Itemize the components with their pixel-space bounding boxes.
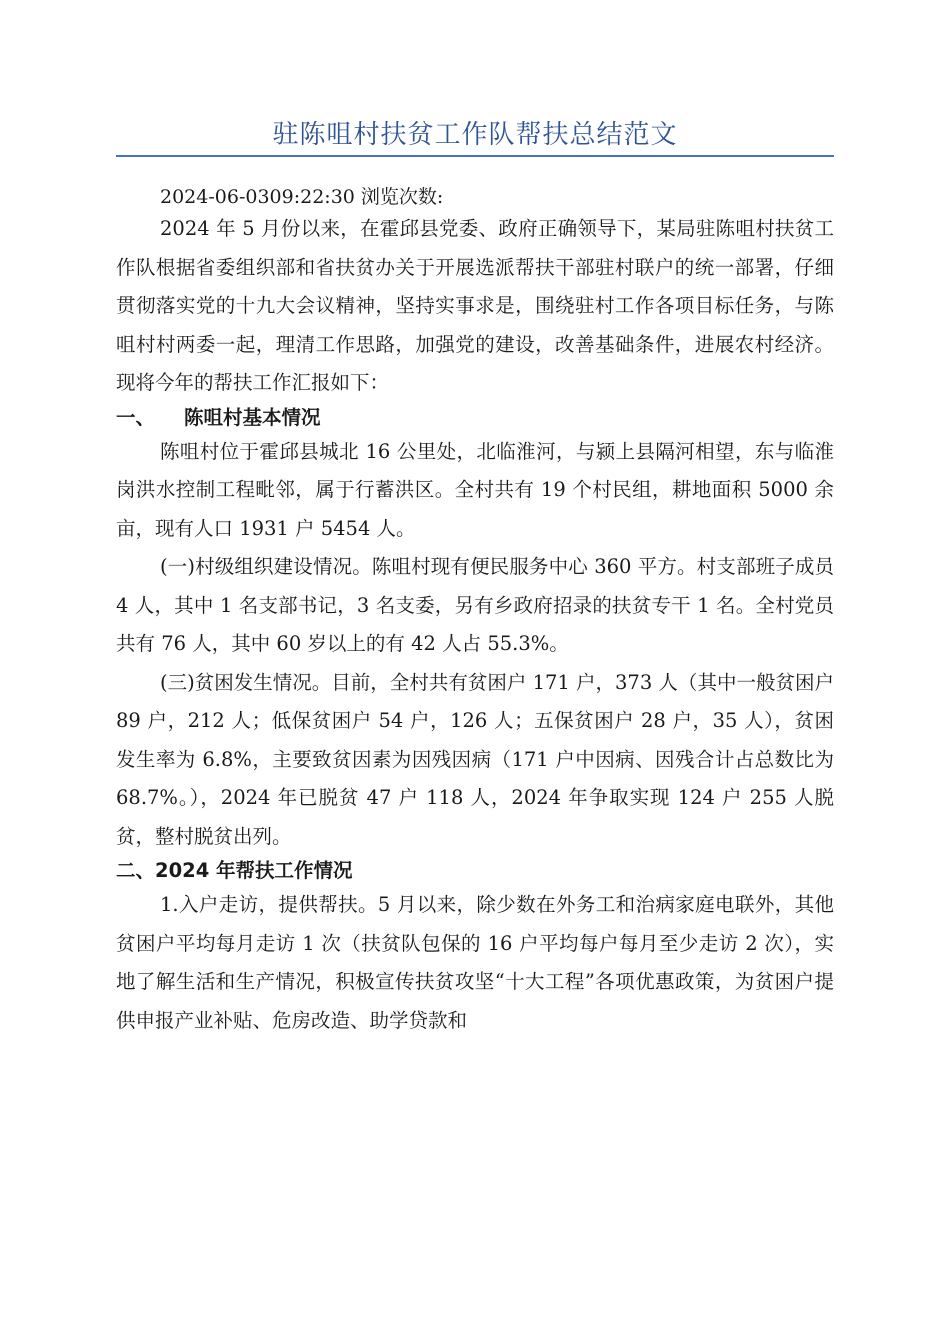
intro-paragraph: 2024 年 5 月份以来，在霍邱县党委、政府正确领导下，某局驻陈咀村扶贫工作队根据省委组织部和省扶贫办关于开展选派帮扶干部驻村联户的统一部署，仔细贯彻落实党的十九大会议精神，坚持实事求是，围绕驻村工作各项目标任务，与陈咀村村两委一起，理清工作思路，加强党的建设，改善基础条件，进展农村经济。现将今年的帮扶工作汇报如下： (116, 217, 834, 394)
section-1-paragraph-1: 陈咀村位于霍邱县城北 16 公里处，北临淮河，与颍上县隔河相望，东与临淮岗洪水控制工程毗邻，属于行蓄洪区。全村共有 19 个村民组，耕地面积 5000 余亩，现有人口 1931 户 5454 人。 (116, 439, 834, 540)
title-underline (116, 155, 834, 157)
section-2-paragraph-1: 1.入户走访，提供帮扶。5 月以来，除少数在外务工和治病家庭电联外，其他贫困户平均每月走访 1 次（扶贫队包保的 16 户平均每户每月至少走访 2 次），实地了解生活和生产情况，积极宣传扶贫攻坚“十大工程”各项优惠政策，为贫困户提供申报产业补贴、危房改造、助学贷款和 (116, 893, 834, 1032)
section-1-title: 陈咀村基本情况 (184, 405, 321, 429)
section-1-paragraph-2: (一)村级组织建设情况。陈咀村现有便民服务中心 360 平方。村支部班子成员 4 人，其中 1 名支部书记，3 名支委，另有乡政府招录的扶贫专干 1 名。全村党员共有 76 人，其中 60 岁以上的有 42 人占 55.3%。 (116, 555, 834, 655)
publish-meta: 2024-06-0309:22:30 浏览次数: (160, 186, 444, 208)
section-1-paragraph-3: (三)贫困发生情况。目前，全村共有贫困户 171 户，373 人（其中一般贫困户 89 户，212 人；低保贫困户 54 户，126 人；五保贫困户 28 户，35 人），贫困发生率为 6.8%，主要致贫因素为因残因病（171 户中因病、因残合计占总数比为 68.7%。），2024 年已脱贫 47 户 118 人，2024 年争取实现 124 户 255 人脱贫，整村脱贫出列。 (116, 670, 834, 848)
section-1-number: 一、 (116, 405, 156, 429)
document-page (116, 0, 834, 1040)
section-heading-2: 二、2024 年帮扶工作情况 (116, 859, 353, 882)
document-title: 驻陈咀村扶贫工作队帮扶总结范文 (272, 120, 678, 150)
section-heading-1 (116, 403, 834, 433)
